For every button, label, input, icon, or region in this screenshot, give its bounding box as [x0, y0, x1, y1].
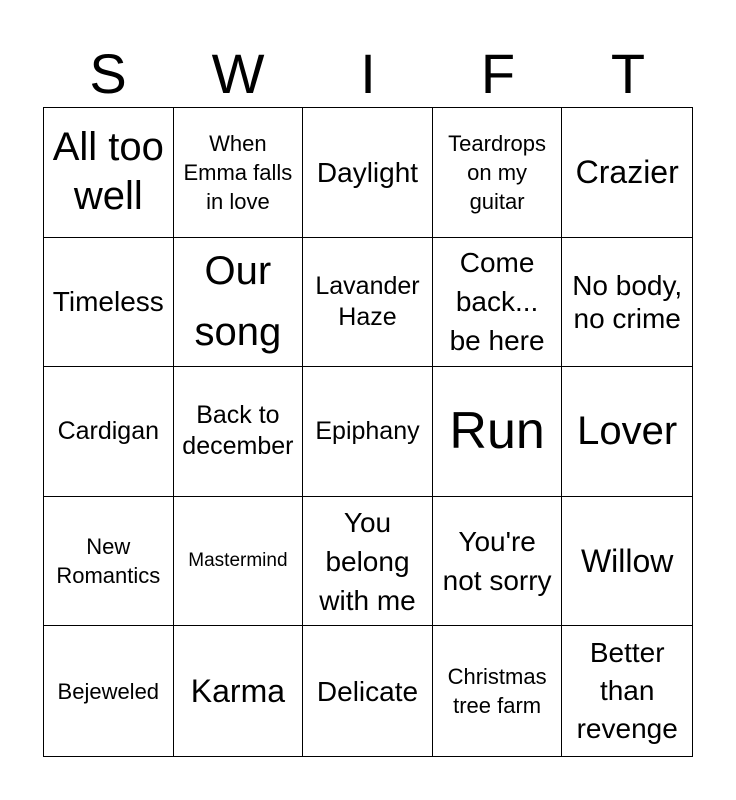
cell-label: Run: [449, 402, 545, 461]
cell-label: Back to december: [182, 401, 294, 461]
bingo-cell[interactable]: [562, 367, 692, 497]
bingo-cell[interactable]: [562, 238, 692, 368]
cell-label: Cardigan: [57, 416, 160, 445]
cell-label: All too well: [52, 125, 164, 219]
bingo-cell[interactable]: [44, 238, 174, 368]
bingo-cell[interactable]: [562, 108, 692, 238]
bingo-cell[interactable]: [433, 367, 563, 497]
bingo-cell[interactable]: [562, 497, 692, 627]
bingo-cell[interactable]: [433, 108, 563, 238]
header-letter-i: I: [360, 42, 376, 105]
cell-label: Karma: [190, 672, 286, 709]
cell-label: Daylight: [316, 156, 419, 188]
bingo-cell[interactable]: [433, 626, 563, 756]
cell-label: You belong with me: [319, 506, 416, 616]
cell-label: Lover: [577, 408, 678, 453]
bingo-cell[interactable]: [174, 497, 304, 627]
cell-label: Bejeweled: [57, 678, 160, 704]
cell-label: Lavander Haze: [315, 271, 420, 331]
cell-label: When Emma falls in love: [183, 130, 293, 214]
cell-label: Willow: [580, 542, 674, 579]
cell-label: Come back... be here: [449, 247, 545, 357]
bingo-cell[interactable]: [174, 626, 304, 756]
bingo-cell[interactable]: [303, 238, 433, 368]
cell-label: Delicate: [316, 675, 419, 707]
bingo-cell[interactable]: [303, 626, 433, 756]
bingo-cell[interactable]: [433, 238, 563, 368]
cell-label: New Romantics: [56, 534, 161, 589]
bingo-cell[interactable]: [174, 367, 304, 497]
bingo-cell[interactable]: [44, 626, 174, 756]
bingo-cell[interactable]: [174, 238, 304, 368]
cell-label: Better than revenge: [576, 637, 678, 745]
bingo-cell[interactable]: [303, 367, 433, 497]
bingo-cell[interactable]: [44, 497, 174, 627]
header-letter-t: T: [610, 42, 646, 105]
cell-label: Our song: [194, 248, 282, 354]
header-letter-f: F: [480, 42, 516, 105]
bingo-cell[interactable]: [174, 108, 304, 238]
cell-label: Timeless: [52, 286, 164, 318]
bingo-header: [43, 40, 693, 108]
bingo-cell[interactable]: [44, 367, 174, 497]
cell-label: Epiphany: [315, 416, 420, 445]
cell-label: No body, no crime: [572, 269, 683, 334]
cell-label: Mastermind: [188, 550, 288, 572]
bingo-cell[interactable]: [303, 108, 433, 238]
header-letter-s: S: [89, 42, 127, 105]
cell-label: You're not sorry: [442, 526, 552, 597]
bingo-cell[interactable]: [433, 497, 563, 627]
cell-label: Teardrops on my guitar: [448, 130, 547, 214]
cell-label: Christmas tree farm: [447, 664, 547, 719]
bingo-cell[interactable]: [303, 497, 433, 627]
cell-label: Crazier: [575, 153, 679, 190]
bingo-cell[interactable]: [562, 626, 692, 756]
bingo-board: [43, 107, 693, 757]
header-letter-w: W: [211, 42, 265, 105]
bingo-cell[interactable]: [44, 108, 174, 238]
